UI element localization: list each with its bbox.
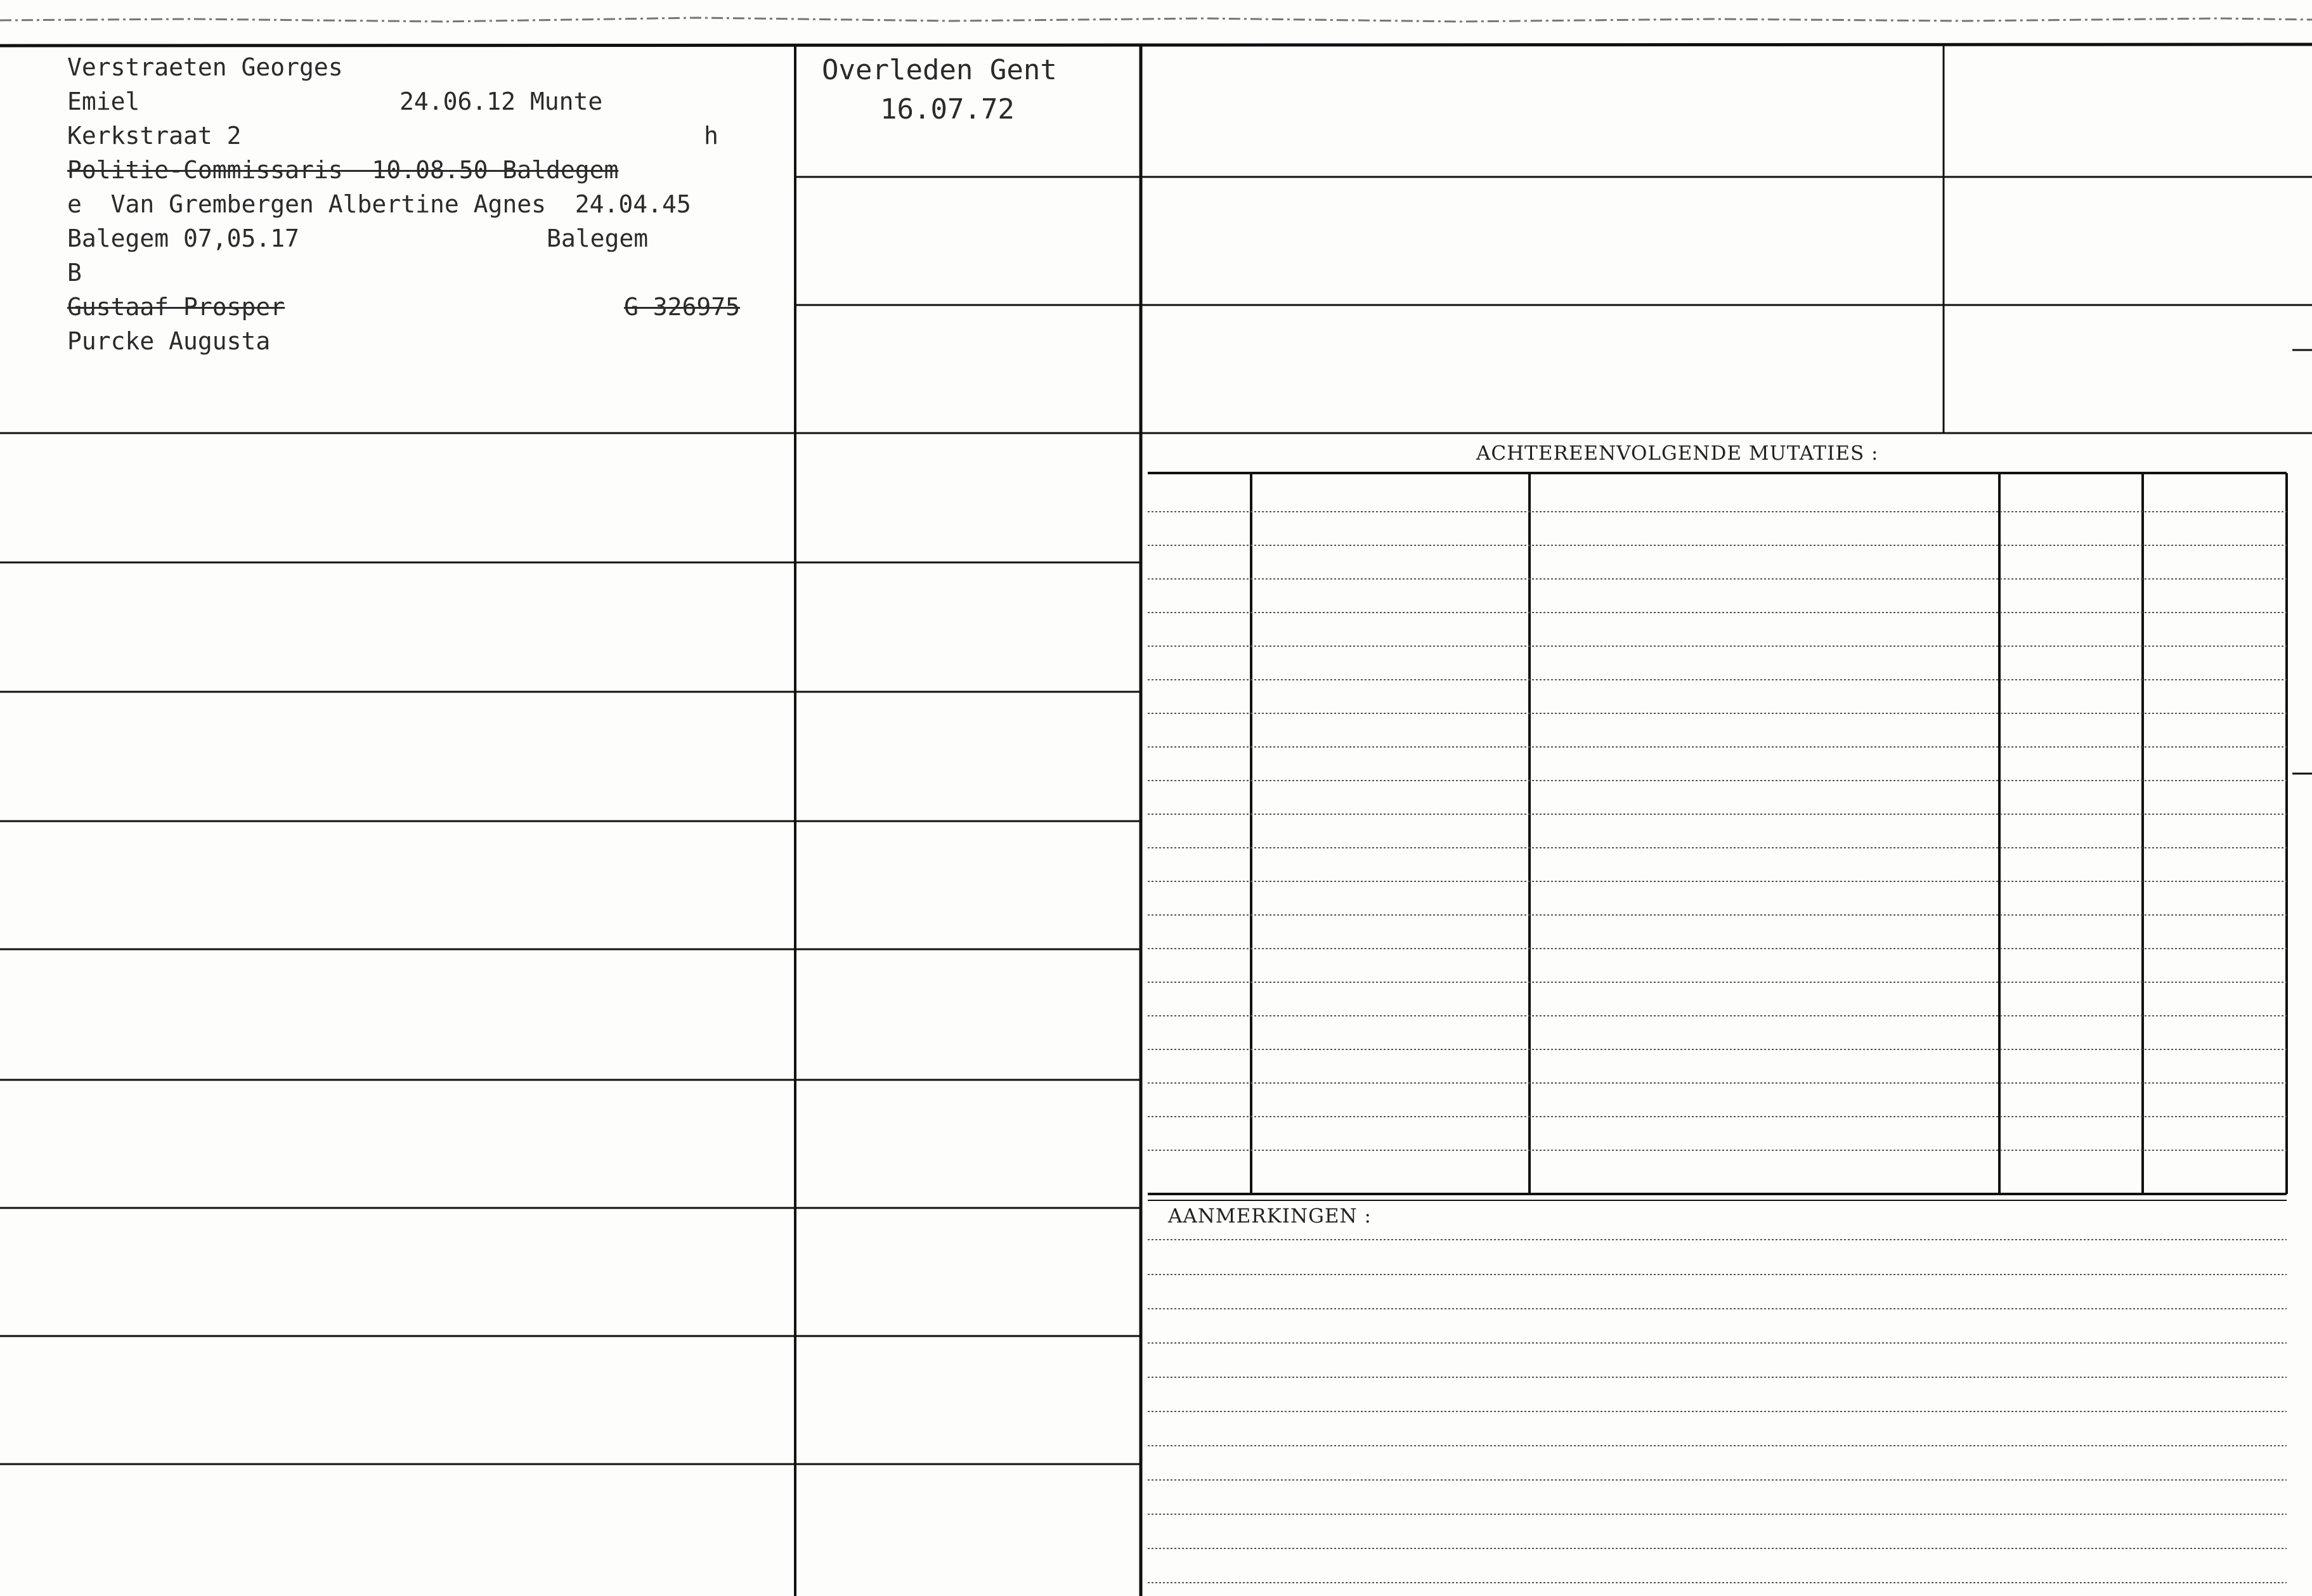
top-border (0, 44, 2312, 46)
mutaties-dotted-rows (1148, 512, 2287, 1150)
middle-column-lines (795, 177, 1141, 305)
address: Kerkstraat 2 (67, 122, 242, 150)
aanmerkingen-heading: AANMERKINGEN : (1168, 1205, 1372, 1228)
mother-name: Purcke Augusta (67, 327, 271, 355)
row-lines (0, 433, 1141, 1464)
marker-b: B (67, 259, 82, 287)
spouse: e Van Grembergen Albertine Agnes 24.04.45 (67, 190, 691, 218)
right-upper-lines (1141, 177, 2312, 433)
aanmerkingen-dotted-rows (1148, 1240, 2287, 1583)
name-line: Verstraeten Georges (67, 53, 343, 81)
occupation: Politie-Commissaris 10.08.50 Baldegem (67, 156, 619, 184)
address-mark: h (704, 122, 718, 150)
spouse-birthplace: Balegem (547, 224, 649, 252)
mutaties-heading: ACHTEREENVOLGENDE MUTATIES : (1476, 442, 1879, 465)
death-date: 16.07.72 (880, 93, 1015, 126)
mutaties-table (1148, 473, 2287, 1194)
father-name: Gustaaf Prosper (67, 293, 285, 321)
given-name: Emiel (67, 88, 140, 115)
spouse-birth: Balegem 07,05.17 (67, 224, 300, 252)
birth-date-place: 24.06.12 Munte (399, 88, 603, 115)
torn-top-edge (0, 18, 2312, 22)
death-note: Overleden Gent (822, 54, 1057, 86)
record-number: G 326975 (624, 293, 741, 321)
